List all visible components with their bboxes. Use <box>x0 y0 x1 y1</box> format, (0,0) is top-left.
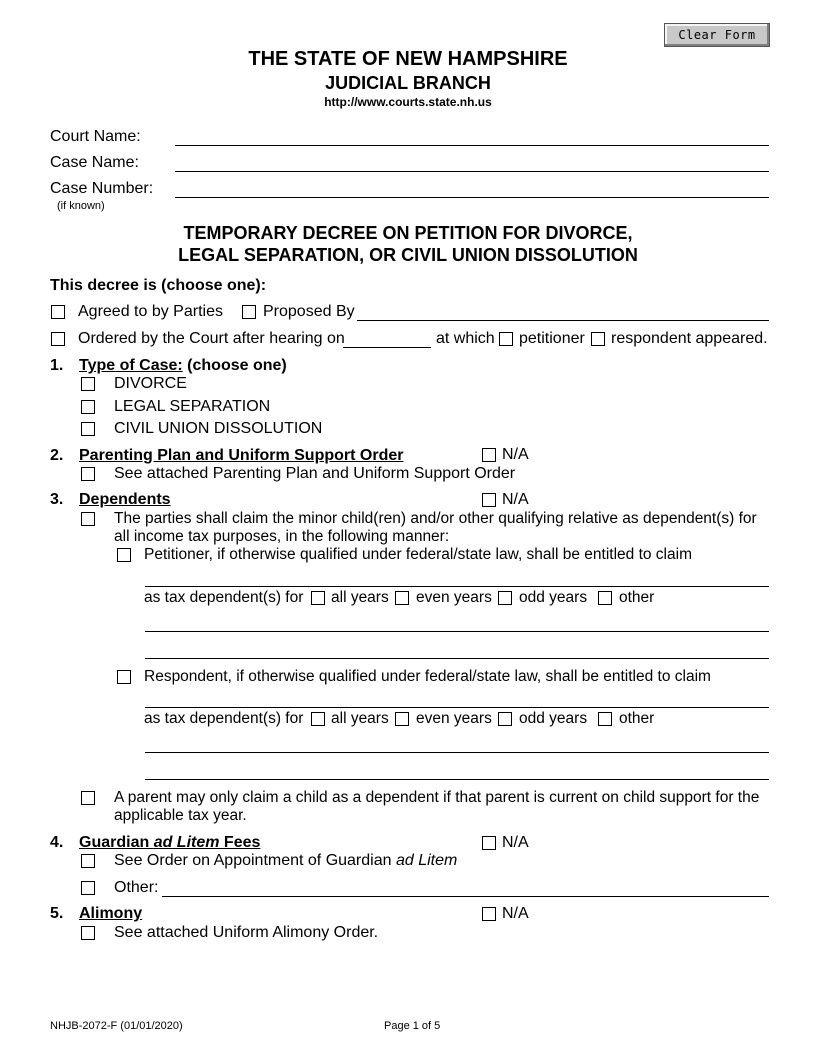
section1-number: 1. <box>50 357 64 374</box>
clear-form-button[interactable]: Clear Form <box>664 23 770 47</box>
petitioner-claim-label: Petitioner, if otherwise qualified under federal/state law, shall be entitled to claim <box>144 546 692 563</box>
parenting-plan-checkbox[interactable] <box>81 467 95 481</box>
gal-other-checkbox[interactable] <box>81 881 95 895</box>
section2-title: Parenting Plan and Uniform Support Order <box>79 447 404 464</box>
petitioner-other-field-2[interactable] <box>145 658 769 659</box>
gal-order-checkbox[interactable] <box>81 854 95 868</box>
document-title-line1: TEMPORARY DECREE ON PETITION FOR DIVORCE, <box>183 223 633 243</box>
respondent-odd-years-checkbox[interactable] <box>498 712 512 726</box>
case-name-field[interactable] <box>175 171 769 172</box>
respondent-odd-years-label: odd years <box>519 710 588 727</box>
respondent-other-checkbox[interactable] <box>598 712 612 726</box>
section5-na-label: N/A <box>502 905 529 922</box>
petitioner-odd-years-checkbox[interactable] <box>498 591 512 605</box>
section4-title-post: Fees <box>219 834 261 851</box>
divorce-checkbox[interactable] <box>81 377 95 391</box>
agreed-label: Agreed to by Parties <box>78 303 223 320</box>
civil-union-checkbox[interactable] <box>81 422 95 436</box>
at-which-label: at which <box>436 330 495 347</box>
agreed-checkbox[interactable] <box>51 305 65 319</box>
respondent-all-years-label: all years <box>331 710 389 727</box>
civil-union-label: CIVIL UNION DISSOLUTION <box>114 420 323 437</box>
parent-current-line2: applicable tax year. <box>114 807 247 824</box>
parent-current-line1: A parent may only claim a child as a dependent if that parent is current on child support for the <box>114 789 760 806</box>
section4-title-pre: Guardian <box>79 834 154 851</box>
petitioner-other-label: other <box>619 589 655 606</box>
gal-order-pre: See Order on Appointment of Guardian <box>114 852 396 869</box>
page-number: Page 1 of 5 <box>384 1020 441 1032</box>
legal-separation-checkbox[interactable] <box>81 400 95 414</box>
claim-dependents-checkbox[interactable] <box>81 512 95 526</box>
section3-na-label: N/A <box>502 491 529 508</box>
section5-title: Alimony <box>79 905 143 922</box>
decree-heading: This decree is (choose one): <box>50 277 267 294</box>
petitioner-odd-years-label: odd years <box>519 589 588 606</box>
respondent-dependents-field[interactable] <box>145 707 769 708</box>
respondent-appeared-label: respondent appeared. <box>611 330 768 347</box>
parenting-plan-label: See attached Parenting Plan and Uniform Support Order <box>114 465 516 482</box>
petitioner-appeared-label: petitioner <box>519 330 585 347</box>
section3-na-checkbox[interactable] <box>482 493 496 507</box>
hearing-date-field[interactable] <box>343 347 431 348</box>
case-number-hint: (if known) <box>57 200 105 212</box>
section5-number: 5. <box>50 905 64 922</box>
respondent-tax-dep-label: as tax dependent(s) for <box>144 710 304 727</box>
section1-title: Type of Case: <box>79 357 183 374</box>
proposed-by-field[interactable] <box>357 320 769 321</box>
ordered-checkbox[interactable] <box>51 332 65 346</box>
petitioner-claim-checkbox[interactable] <box>117 548 131 562</box>
section5-na-checkbox[interactable] <box>482 907 496 921</box>
petitioner-other-field-1[interactable] <box>145 631 769 632</box>
section4-na-label: N/A <box>502 834 529 851</box>
gal-order-italic: ad Litem <box>395 852 458 869</box>
branch-title: JUDICIAL BRANCH <box>325 73 491 93</box>
section3-number: 3. <box>50 491 64 508</box>
court-name-label: Court Name: <box>50 128 141 145</box>
gal-other-field[interactable] <box>162 896 769 897</box>
document-title-line2: LEGAL SEPARATION, OR CIVIL UNION DISSOLUTION <box>178 245 638 265</box>
section1-suffix: (choose one) <box>182 357 287 374</box>
section2-number: 2. <box>50 447 64 464</box>
alimony-order-label: See attached Uniform Alimony Order. <box>114 924 379 941</box>
case-number-field[interactable] <box>175 197 769 198</box>
petitioner-other-checkbox[interactable] <box>598 591 612 605</box>
claim-line2: all income tax purposes, in the following manner: <box>114 528 450 545</box>
respondent-other-field-1[interactable] <box>145 752 769 753</box>
court-url: http://www.courts.state.nh.us <box>324 95 492 109</box>
section1-heading <box>79 357 287 375</box>
petitioner-even-years-label: even years <box>416 589 492 606</box>
petitioner-appeared-checkbox[interactable] <box>499 332 513 346</box>
petitioner-all-years-checkbox[interactable] <box>311 591 325 605</box>
respondent-claim-label: Respondent, if otherwise qualified under federal/state law, shall be entitled to claim <box>144 668 711 685</box>
section3-title: Dependents <box>79 491 171 508</box>
alimony-order-checkbox[interactable] <box>81 926 95 940</box>
section4-title-italic: ad Litem <box>153 834 220 851</box>
case-name-label: Case Name: <box>50 154 139 171</box>
gal-other-label: Other: <box>114 879 159 896</box>
respondent-appeared-checkbox[interactable] <box>591 332 605 346</box>
gal-order-label <box>114 852 457 870</box>
section2-na-checkbox[interactable] <box>482 448 496 462</box>
case-number-label: Case Number: <box>50 180 154 197</box>
form-id: NHJB-2072-F (01/01/2020) <box>50 1020 183 1032</box>
respondent-even-years-checkbox[interactable] <box>395 712 409 726</box>
section4-na-checkbox[interactable] <box>482 836 496 850</box>
petitioner-all-years-label: all years <box>331 589 389 606</box>
respondent-other-label: other <box>619 710 655 727</box>
court-name-field[interactable] <box>175 145 769 146</box>
proposed-by-label: Proposed By <box>263 303 355 320</box>
proposed-by-checkbox[interactable] <box>242 305 256 319</box>
claim-line1: The parties shall claim the minor child(ren) and/or other qualifying relative as dependent(s) for <box>114 510 757 527</box>
divorce-label: DIVORCE <box>114 375 187 392</box>
respondent-even-years-label: even years <box>416 710 492 727</box>
petitioner-tax-dep-label: as tax dependent(s) for <box>144 589 304 606</box>
petitioner-dependents-field[interactable] <box>145 586 769 587</box>
petitioner-even-years-checkbox[interactable] <box>395 591 409 605</box>
legal-separation-label: LEGAL SEPARATION <box>114 398 271 415</box>
section2-na-label: N/A <box>502 446 529 463</box>
ordered-label: Ordered by the Court after hearing on <box>78 330 345 347</box>
respondent-other-field-2[interactable] <box>145 779 769 780</box>
section4-title <box>79 834 260 852</box>
respondent-claim-checkbox[interactable] <box>117 670 131 684</box>
section4-number: 4. <box>50 834 64 851</box>
respondent-all-years-checkbox[interactable] <box>311 712 325 726</box>
state-title: THE STATE OF NEW HAMPSHIRE <box>248 48 568 70</box>
parent-current-checkbox[interactable] <box>81 791 95 805</box>
